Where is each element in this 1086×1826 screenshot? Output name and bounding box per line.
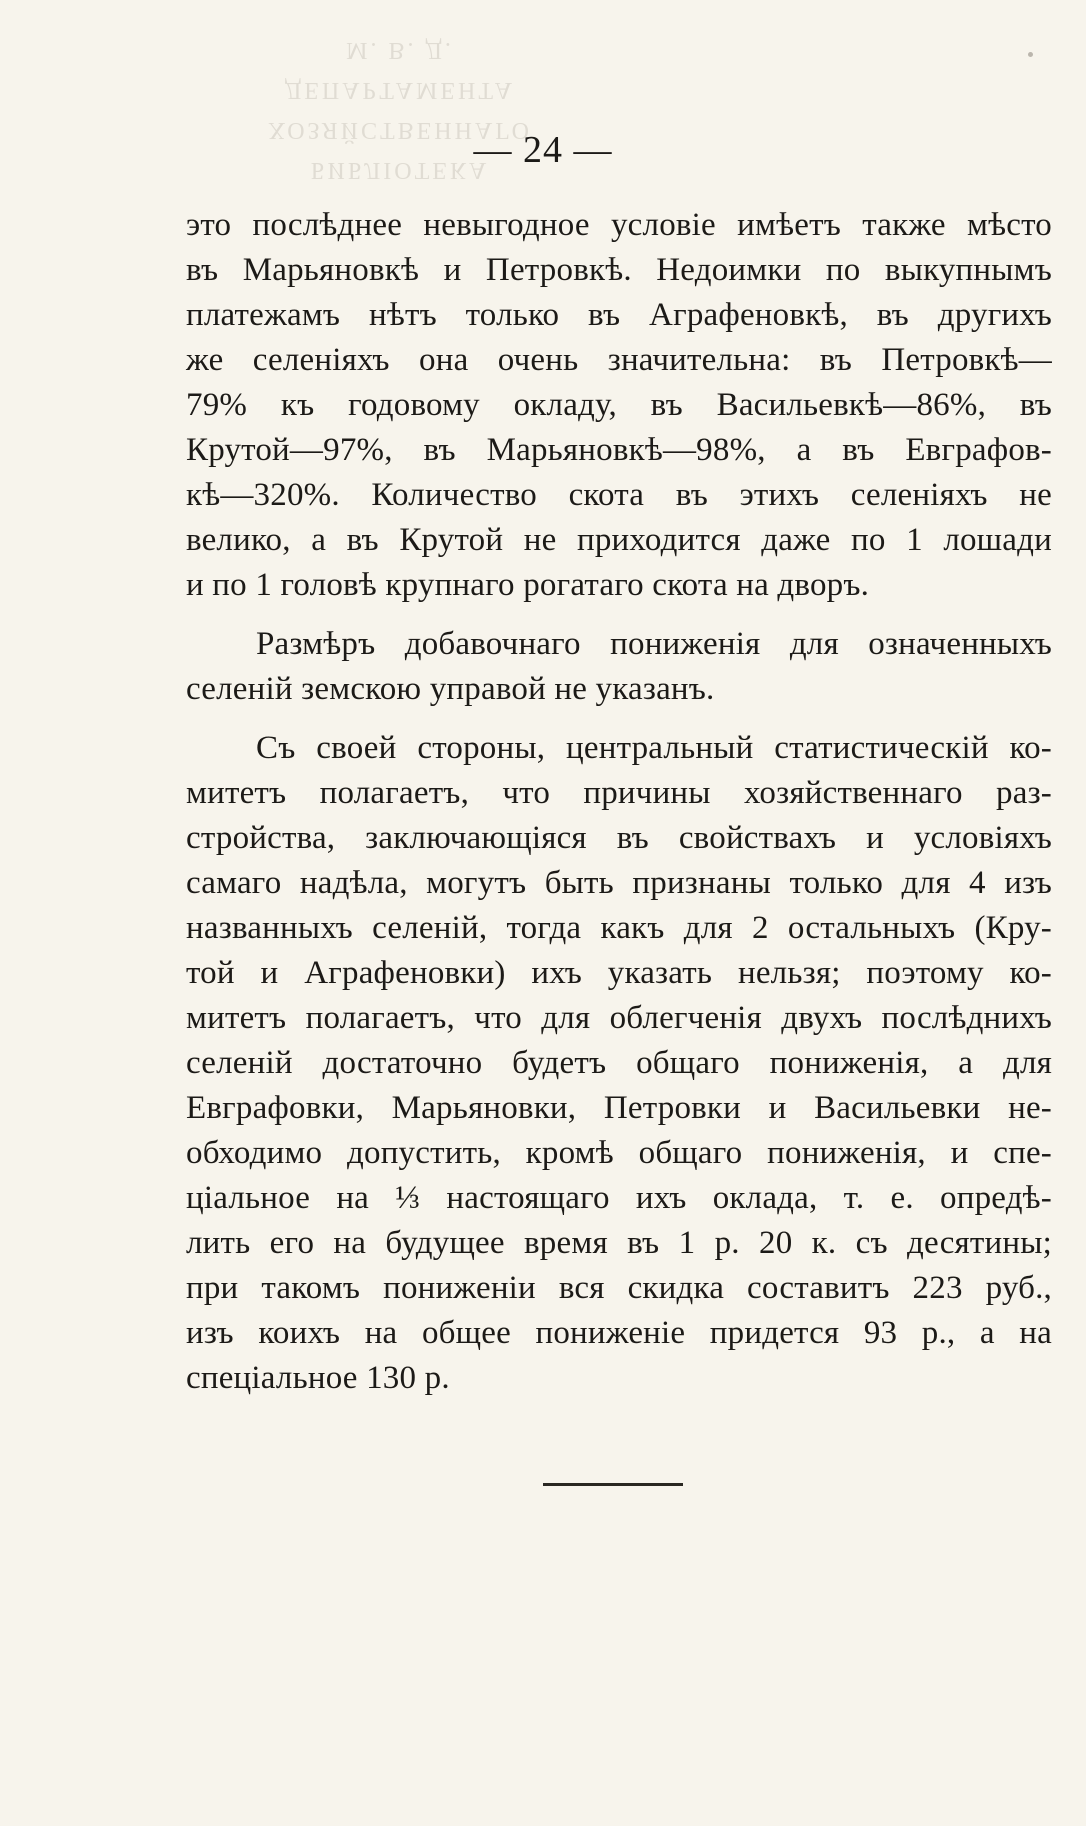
page-number: — 24 — [473, 129, 613, 171]
paragraph-2 [186, 622, 1052, 712]
text-line: селеній достаточно будетъ общаго пониженія, а для [186, 1045, 1052, 1081]
text-line: Евграфовки, Марьяновки, Петровки и Васильевки не- [186, 1090, 1052, 1126]
text-line: при такомъ пониженіи вся скидка составитъ 223 руб., [186, 1270, 1052, 1306]
paragraph-3 [186, 726, 1052, 1401]
text-line: и по 1 головѣ крупнаго рогатаго скота на дворъ. [186, 567, 870, 603]
body-text [186, 203, 1052, 1401]
text-line: это послѣднее невыгодное условіе имѣетъ также мѣсто [186, 207, 1052, 243]
text-line: стройства, заключающіяся въ свойствахъ и условіяхъ [186, 820, 1052, 856]
text-line: митетъ полагаетъ, что причины хозяйственнаго раз- [186, 775, 1052, 811]
text-line: спеціальное 130 р. [186, 1360, 450, 1396]
stamp-line-2: ХОЗЯЙСТВЕННАГО ДЕПАРТАМЕНТА [268, 77, 532, 143]
closing-rule [543, 1483, 683, 1486]
text-line: митетъ полагаетъ, что для облегченія двухъ послѣднихъ [186, 1000, 1052, 1036]
text-line: ціальное на ⅓ настоящаго ихъ оклада, т. е. опредѣ- [186, 1180, 1052, 1216]
stamp-line-1: БИБЛІОТЕКА [310, 157, 490, 183]
text-line: обходимо допустить, кромѣ общаго пониженія, и спе- [186, 1135, 1052, 1171]
text-line: изъ коихъ на общее пониженіе придется 93 р., а на [186, 1315, 1052, 1351]
text-line: 79% къ годовому окладу, въ Васильевкѣ—86%, въ [186, 387, 1052, 423]
text-line: названныхъ селеній, тогда какъ для 2 остальныхъ (Кру- [186, 910, 1052, 946]
paragraph-1 [186, 203, 1052, 608]
text-line: лить его на будущее время въ 1 р. 20 к. съ десятины; [186, 1225, 1052, 1261]
text-line: велико, а въ Крутой не приходится даже по 1 лошади [186, 522, 1052, 558]
text-line: кѣ—320%. Количество скота въ этихъ селеніяхъ не [186, 477, 1052, 513]
text-line: въ Марьяновкѣ и Петровкѣ. Недоимки по выкупнымъ [186, 252, 1052, 288]
text-line: Крутой—97%, въ Марьяновкѣ—98%, а въ Евграфов- [186, 432, 1052, 468]
ink-spot [1028, 52, 1033, 57]
text-line: той и Аграфеновки) ихъ указать нельзя; поэтому ко- [186, 955, 1052, 991]
text-line: самаго надѣла, могутъ быть признаны только для 4 изъ [186, 865, 1052, 901]
stamp-line-3: М. В. Д. [346, 37, 454, 63]
text-line: платежамъ нѣтъ только въ Аграфеновкѣ, въ другихъ [186, 297, 1052, 333]
text-line: селеній земскою управой не указанъ. [186, 671, 715, 707]
text-line: Размѣръ добавочнаго пониженія для означенныхъ [256, 626, 1052, 662]
text-line: Съ своей стороны, центральный статистическій ко- [256, 730, 1052, 766]
text-line: же селеніяхъ она очень значительна: въ Петровкѣ— [186, 342, 1052, 378]
